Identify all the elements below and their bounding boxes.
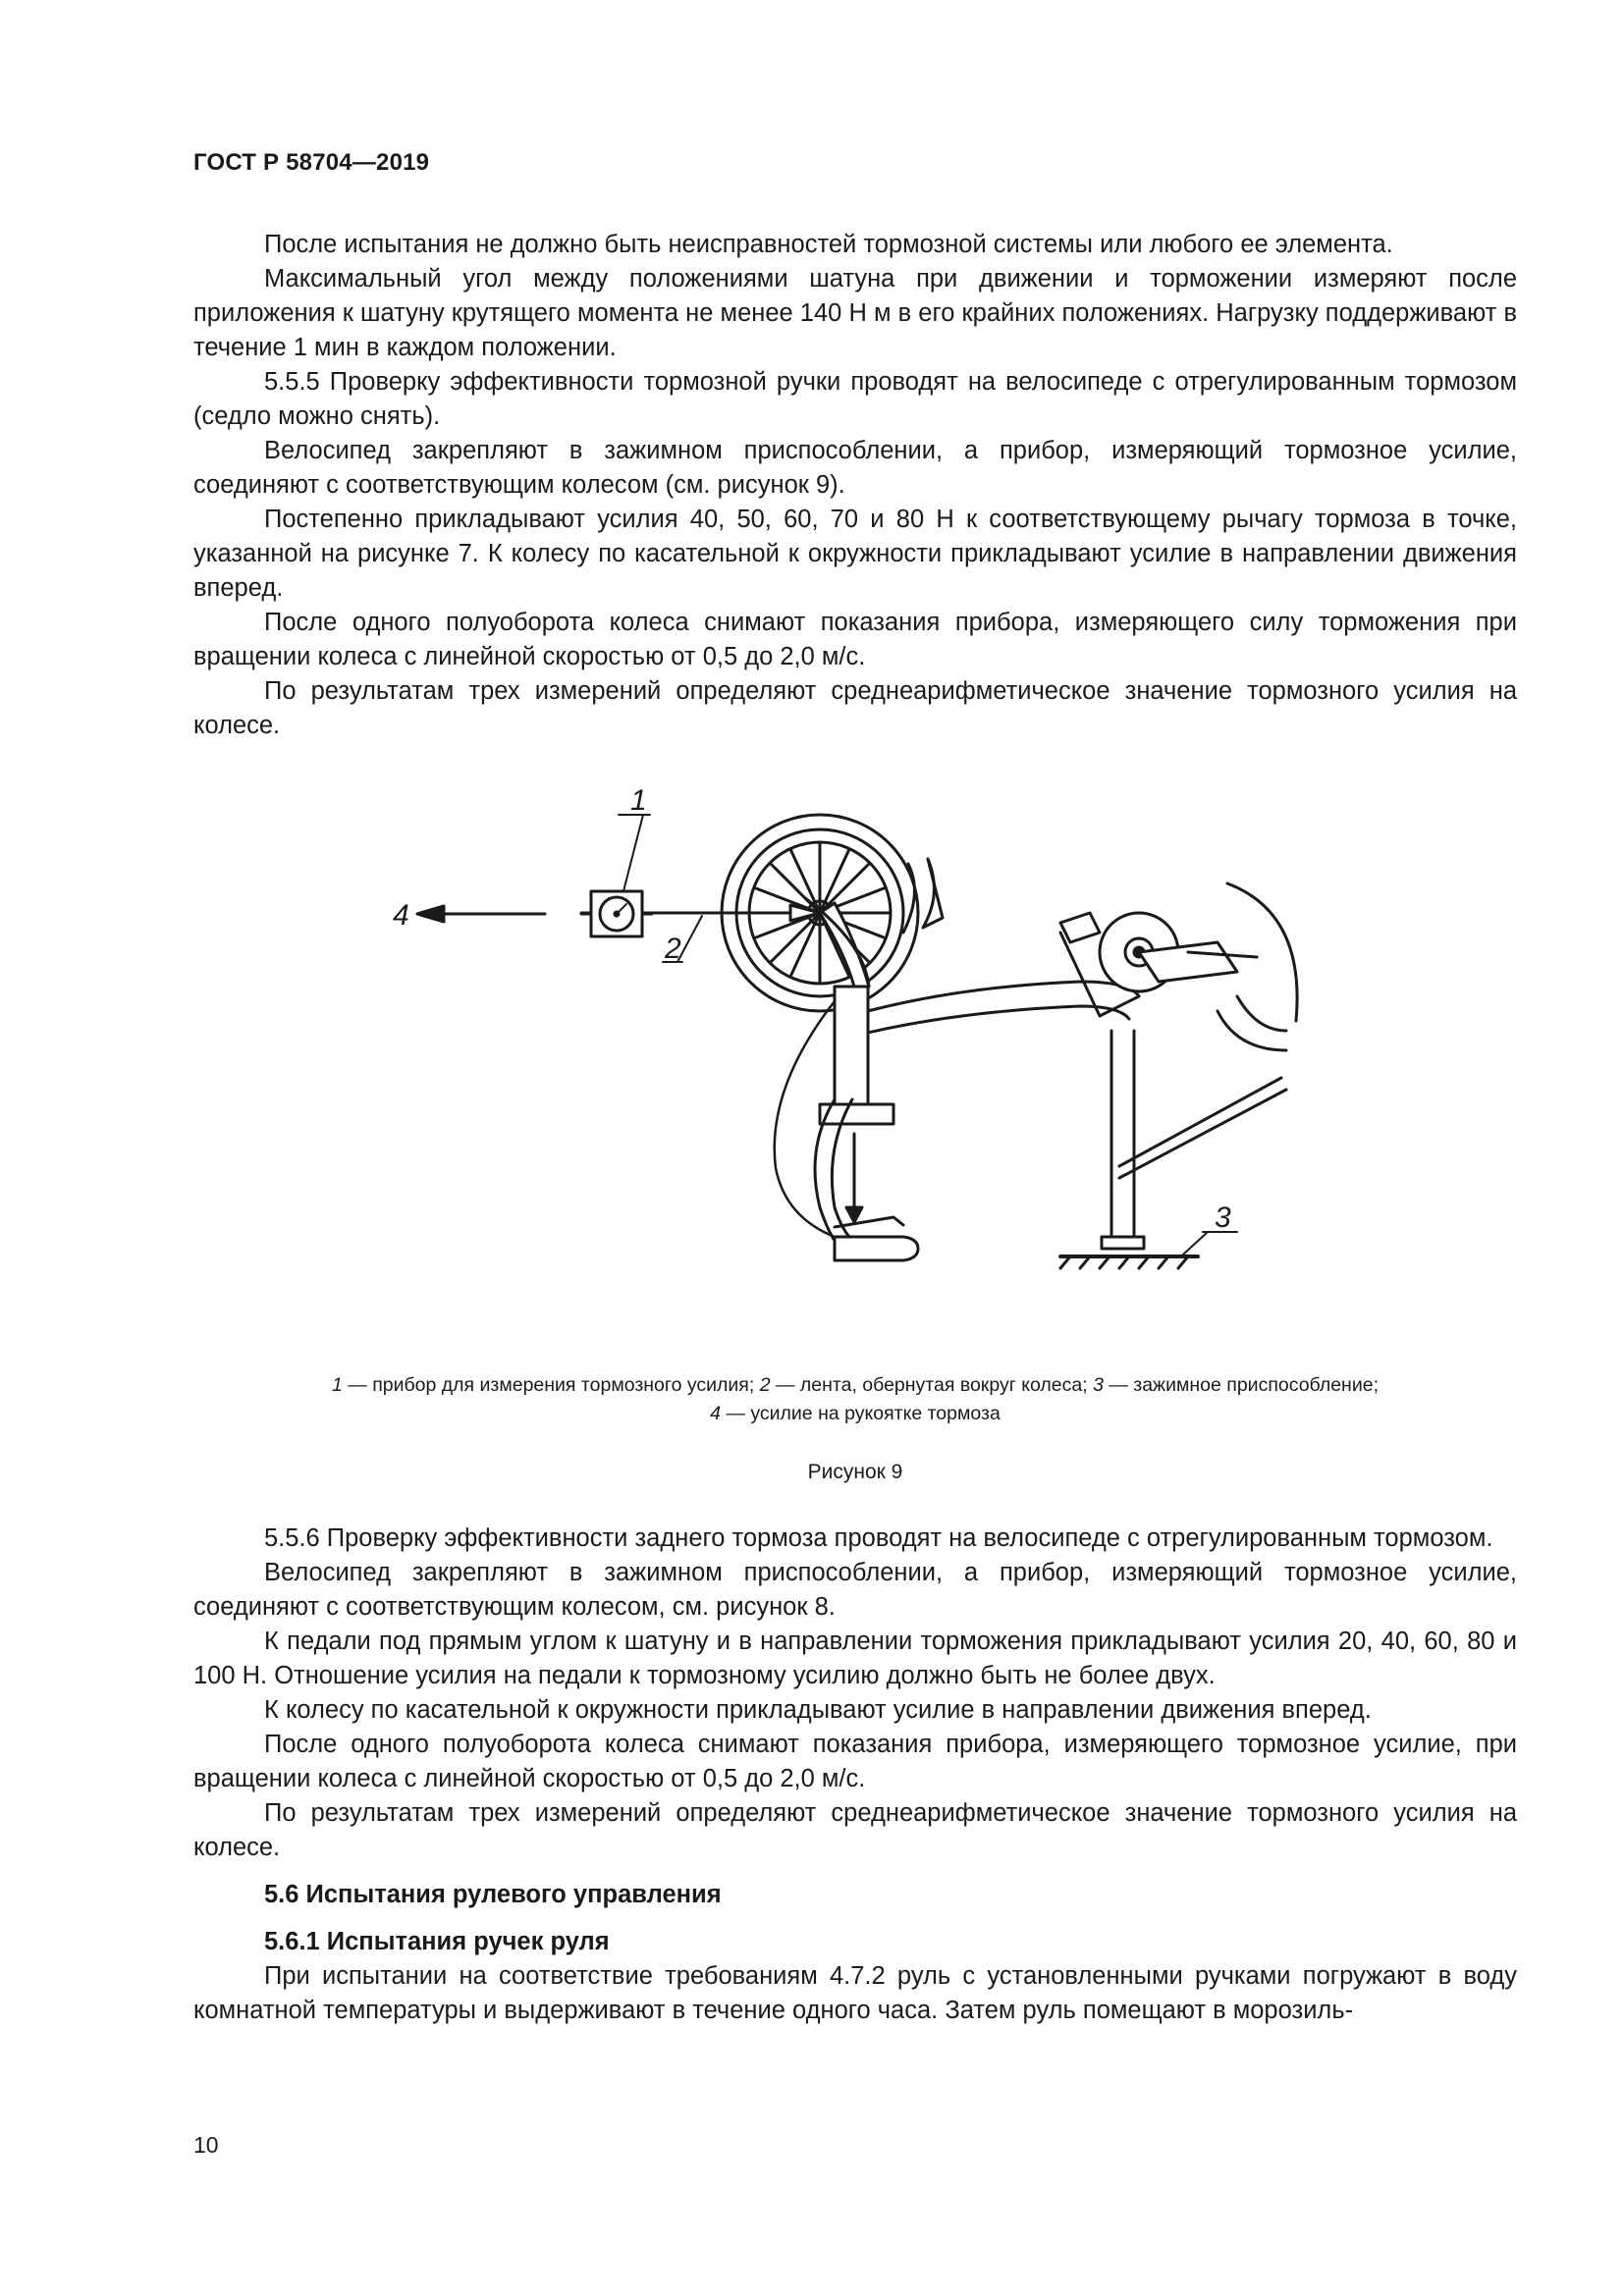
brake-force-meter: [581, 891, 652, 936]
caption-line-2: 4 — усилие на рукоятке тормоза: [710, 1403, 1001, 1424]
page-number: 10: [193, 2132, 219, 2158]
subsection-heading: 5.6.1 Испытания ручек руля: [264, 1928, 610, 1955]
paragraph: 5.5.6 Проверку эффективности заднего тормоза проводят на велосипеде с отрегулированным тормозом.: [264, 1524, 1493, 1552]
paragraph: По результатам трех измерений определяют среднеарифметическое значение тормозного усилия на колесе.: [193, 1799, 1517, 1861]
head-tube: [835, 987, 868, 1104]
leader-line-2: [677, 916, 702, 962]
paragraph: После испытания не должно быть неисправностей тормозной системы или любого ее элемента.: [264, 231, 1393, 258]
paragraph: Максимальный угол между положениями шатуна при движении и торможении измеряют после приложения к шатуну крутящего момента не менее 140 Н м в его крайних положениях. Нагрузку поддерживают в течение 1 мин в каждом положении.: [193, 265, 1517, 361]
paragraph: К педали под прямым углом к шатуну и в направлении торможения прикладывают усилия 20, 40, 60, 80 и 100 Н. Отношение усилия на педали к тормозному усилию должно быть не более двух.: [193, 1628, 1517, 1689]
paragraph: После одного полуоборота колеса снимают показания прибора, измеряющего тормозное усилие, при вращении колеса с линейной скоростью от 0,5 до 2,0 м/с.: [193, 1731, 1517, 1792]
text-block-bottom: [193, 1522, 1517, 2028]
paragraph: К колесу по касательной к окружности прикладывают усилие в направлении движения вперед.: [264, 1696, 1372, 1724]
figure-caption: [193, 1371, 1517, 1428]
clamping-fixture: [1060, 1031, 1198, 1268]
label-1: 1: [630, 784, 647, 817]
paragraph: Велосипед закрепляют в зажимном приспособлении, а прибор, измеряющий тормозное усилие, соединяют с соответствующим колесом, см. рисунок 8.: [193, 1559, 1517, 1621]
label-4: 4: [393, 899, 409, 932]
document-header: ГОСТ Р 58704—2019: [193, 149, 430, 176]
text-block-top: [193, 228, 1517, 743]
label-3: 3: [1215, 1201, 1231, 1234]
paragraph: 5.5.5 Проверку эффективности тормозной ручки проводят на велосипеде с отрегулированным тормозом (седло можно снять).: [193, 368, 1517, 430]
leader-line-3: [1183, 1232, 1208, 1255]
paragraph: По результатам трех измерений определяют среднеарифметическое значение тормозного усилия на колесе.: [193, 677, 1517, 739]
figure-title: Рисунок 9: [807, 1461, 903, 1483]
leader-line-1: [623, 815, 643, 891]
force-arrow: [417, 906, 545, 922]
figure-9-drawing: [373, 775, 1316, 1306]
paragraph: Велосипед закрепляют в зажимном приспособлении, а прибор, измеряющий тормозное усилие, соединяют с соответствующим колесом (см. рисунок 9).: [193, 437, 1517, 499]
caption-line-1: 1 — прибор для измерения тормозного усилия; 2 — лента, обернутая вокруг колеса; 3 — зажимное приспособление;: [332, 1374, 1379, 1396]
section-heading: 5.6 Испытания рулевого управления: [264, 1881, 722, 1908]
paragraph: При испытании на соответствие требованиям 4.7.2 руль с установленными ручками погружают в воду комнатной температуры и выдерживают в течение одного часа. Затем руль помещают в морозиль-: [193, 1962, 1517, 2024]
paragraph: После одного полуоборота колеса снимают показания прибора, измеряющего силу торможения при вращении колеса с линейной скоростью от 0,5 до 2,0 м/с.: [193, 609, 1517, 670]
label-2: 2: [665, 933, 681, 965]
paragraph: Постепенно прикладывают усилия 40, 50, 60, 70 и 80 Н к соответствующему рычагу тормоза в точке, указанной на рисунке 7. К колесу по касательной к окружности прикладывают усилие в направлении движения вперед.: [193, 506, 1517, 602]
